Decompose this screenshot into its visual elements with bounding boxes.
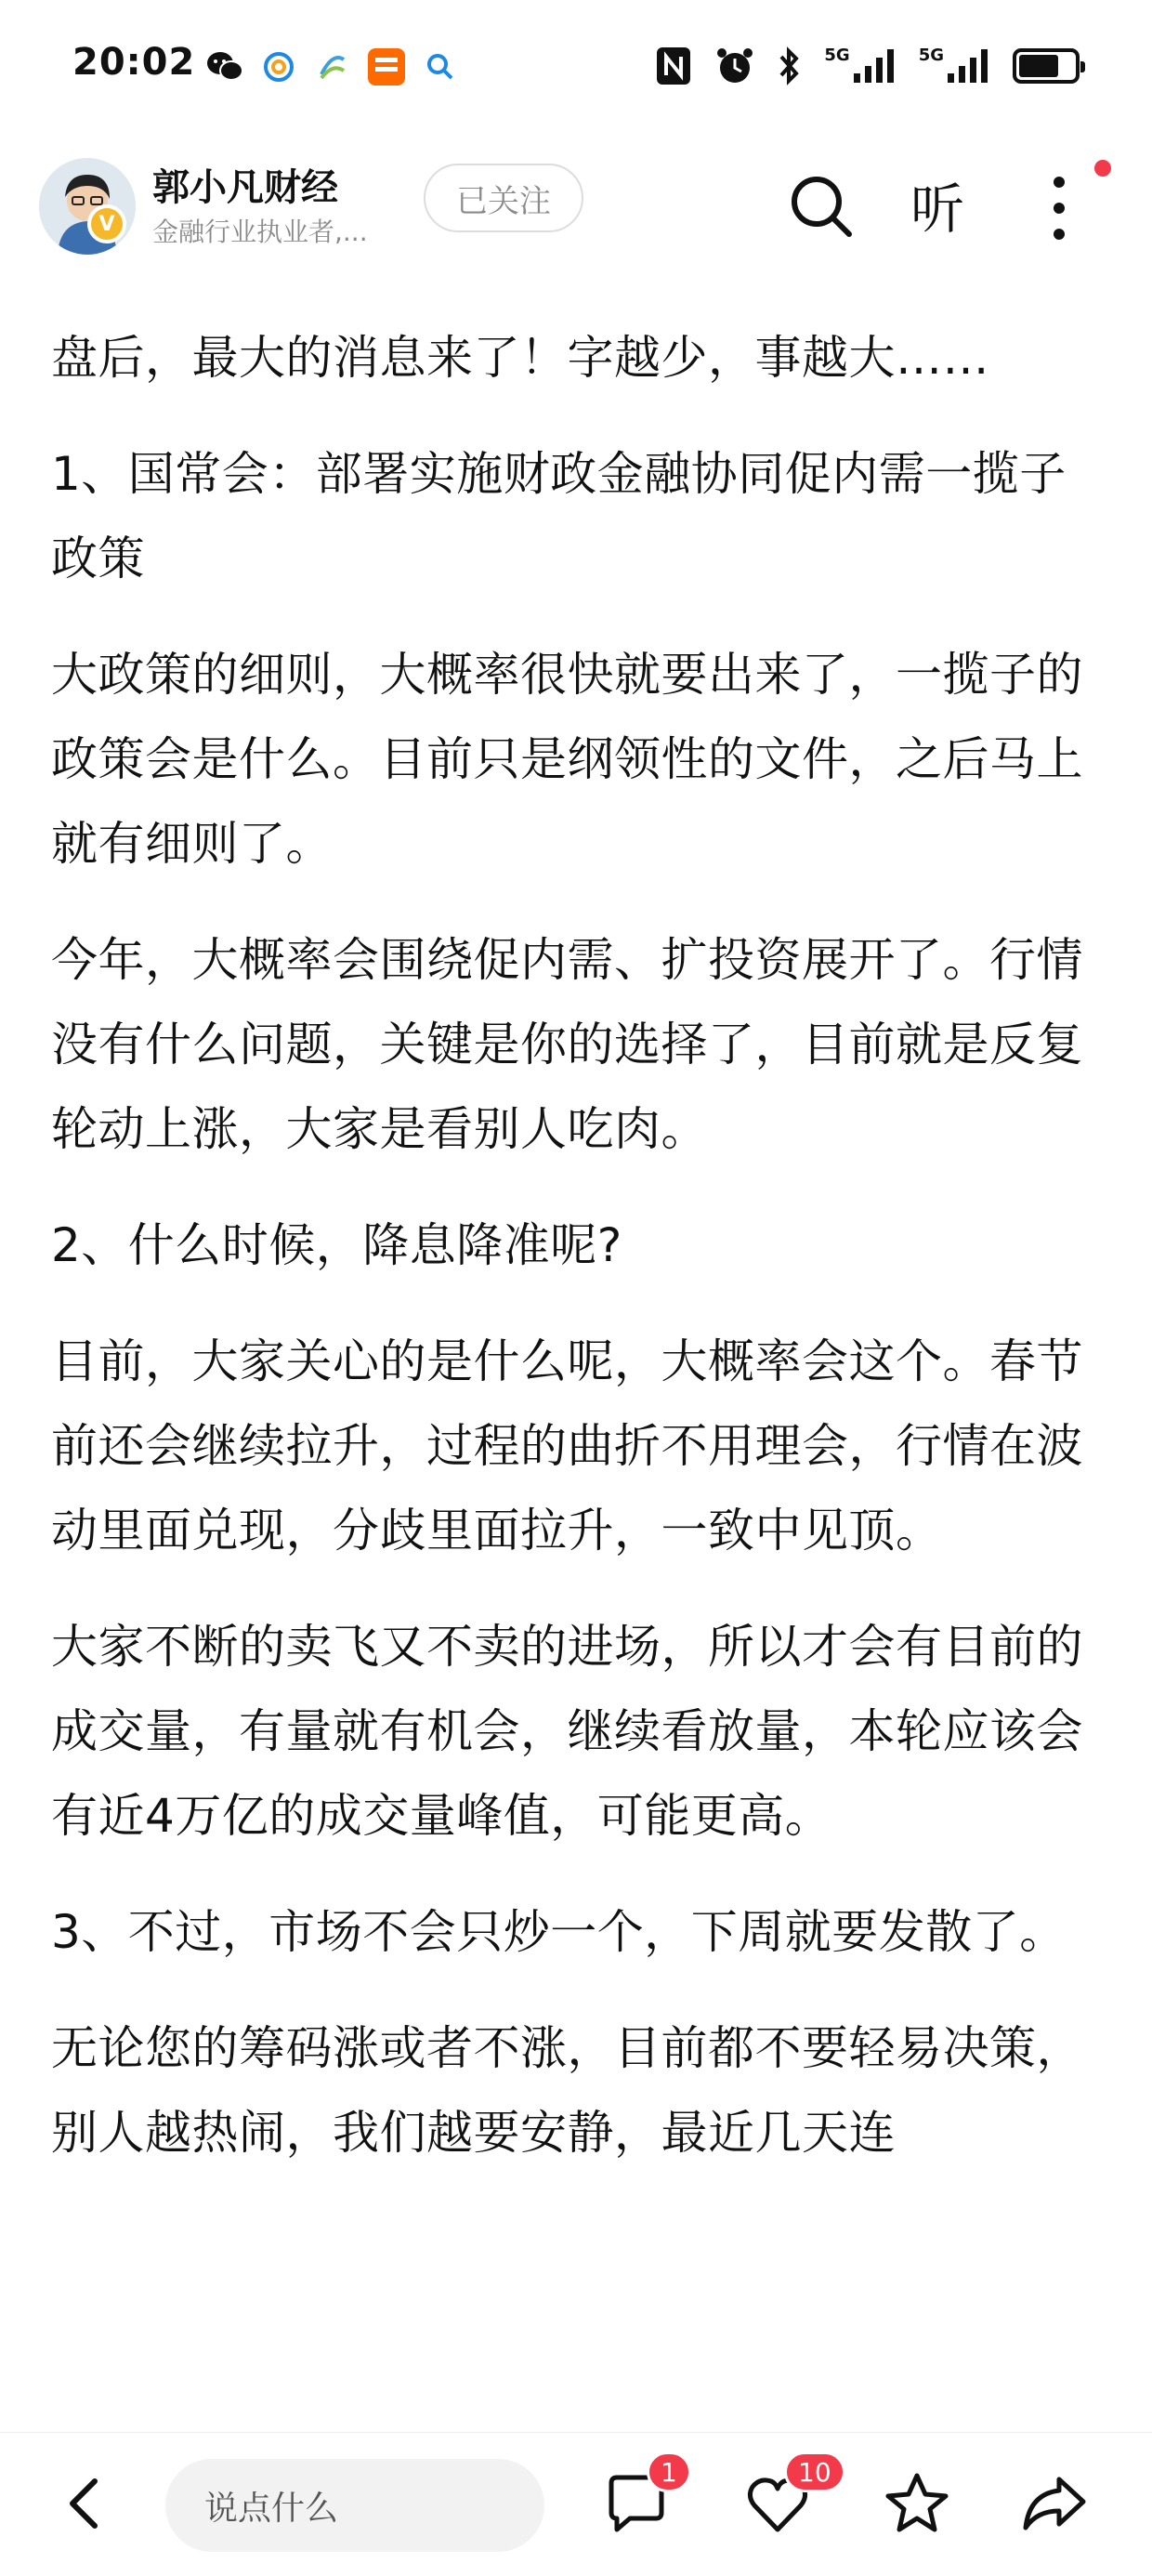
article-paragraph: 大家不断的卖飞又不卖的进场，所以才会有目前的成交量，有量就有机会，继续看放量，本轮应该会有近4万亿的成交量峰值，可能更高。 bbox=[51, 1620, 1083, 1843]
status-notification-icons bbox=[206, 48, 459, 85]
verified-badge-icon: V bbox=[87, 204, 126, 243]
more-options-icon[interactable] bbox=[1041, 173, 1078, 243]
qq-browser-icon bbox=[260, 48, 297, 85]
search-icon[interactable] bbox=[786, 171, 857, 242]
follow-button[interactable]: 已关注 bbox=[424, 164, 583, 232]
bluetooth-icon bbox=[778, 45, 802, 87]
article-header bbox=[0, 139, 1152, 279]
article-paragraph: 1、国常会：部署实施财政金融协同促内需一揽子政策 bbox=[51, 447, 1067, 585]
taobao-app-icon bbox=[368, 48, 405, 85]
article-paragraph: 今年，大概率会围绕促内需、扩投资展开了。行情没有什么问题，关键是你的选择了，目前就是反复轮动上涨，大家是看别人吃肉。 bbox=[51, 933, 1083, 1156]
bottom-action-bar bbox=[0, 2433, 1152, 2576]
article-paragraph: 目前，大家关心的是什么呢，大概率会这个。春节前还会继续拉升，过程的曲折不用理会，行情在波动里面兑现，分歧里面拉升，一致中见顶。 bbox=[51, 1334, 1083, 1557]
battery-icon bbox=[1013, 45, 1080, 87]
article-paragraph: 无论您的筹码涨或者不涨，目前都不要轻易决策，别人越热闹，我们越要安静，最近几天连 bbox=[51, 2021, 1083, 2160]
status-bar bbox=[0, 0, 1152, 139]
notification-dot bbox=[1094, 160, 1111, 177]
signal-5g-1-icon: 5G bbox=[824, 45, 896, 87]
search-app-icon bbox=[422, 48, 459, 85]
article-paragraph: 大政策的细则，大概率很快就要出来了，一揽子的政策会是什么。目前只是纲领性的文件，之后马上就有细则了。 bbox=[51, 648, 1083, 871]
nfc-icon bbox=[655, 45, 692, 87]
article-paragraph: 2、什么时候，降息降准呢? bbox=[51, 1218, 622, 1272]
share-arrow-icon[interactable] bbox=[1020, 2470, 1089, 2539]
signal-5g-2-icon: 5G bbox=[919, 45, 990, 87]
status-system-icons bbox=[655, 45, 1080, 87]
china-mobile-icon bbox=[314, 48, 351, 85]
favorite-star-icon[interactable] bbox=[883, 2470, 951, 2539]
like-count-badge: 10 bbox=[784, 2451, 845, 2492]
comment-count-badge: 1 bbox=[647, 2451, 691, 2492]
author-description: 金融行业执业者,... bbox=[152, 217, 368, 247]
listen-button[interactable]: 听 bbox=[910, 177, 965, 241]
back-arrow-icon[interactable] bbox=[58, 2476, 113, 2531]
alarm-icon bbox=[714, 45, 755, 87]
article-paragraph: 3、不过，市场不会只炒一个，下周就要发散了。 bbox=[51, 1905, 1067, 1959]
article-body bbox=[51, 316, 1106, 2435]
status-time: 20:02 bbox=[72, 41, 196, 84]
comment-input[interactable]: 说点什么 bbox=[165, 2459, 544, 2552]
wechat-icon bbox=[206, 48, 243, 85]
author-name[interactable]: 郭小凡财经 bbox=[152, 166, 338, 209]
author-avatar[interactable] bbox=[39, 158, 136, 255]
article-paragraph: 盘后，最大的消息来了！字越少，事越大…… bbox=[51, 331, 989, 385]
